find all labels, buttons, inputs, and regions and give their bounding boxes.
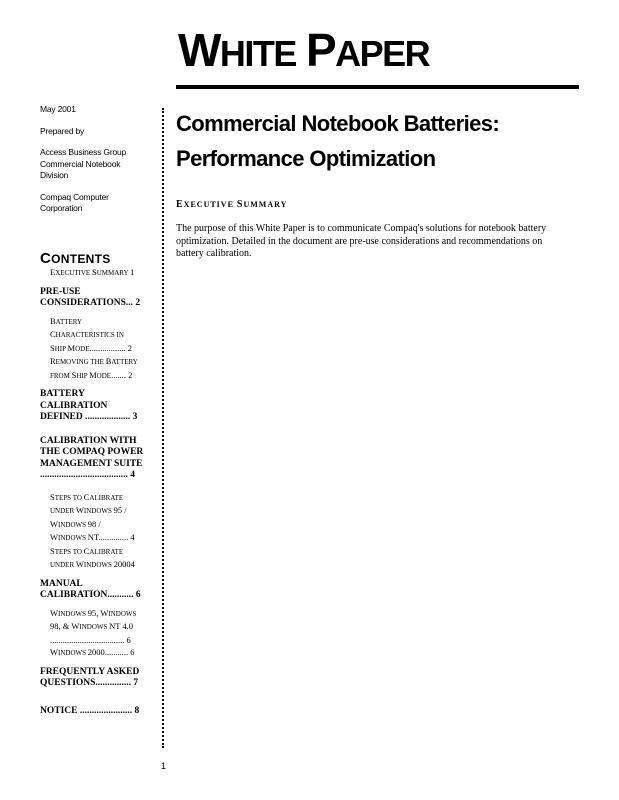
header-rule [176,85,579,89]
toc-text: TEPS TO [54,493,84,502]
author-group-line: Commercial Notebook [40,158,121,169]
toc-text: INDOWS [83,561,114,569]
toc-text: UNDER [50,507,76,515]
sidebar-meta [40,104,154,225]
contents-heading-cap: C [40,250,52,267]
toc-entry-pre-use[interactable]: PRE-USE CONSIDERATIONS... 2 [40,286,141,308]
toc-text: ATTERY [111,358,138,366]
toc-text: ALIBRATE [89,493,124,502]
toc-text: NT 4.0 [109,621,134,631]
toc-entry-calibration-suite[interactable]: CALIBRATION WITH THE COMPAQ POWER MANAGEMENT SUITE ..................................... 4 [40,435,144,480]
toc-text: INDOWS [58,609,88,618]
toc-text: ODE [75,344,90,353]
toc-text: UNDER [50,561,76,569]
document-title-line: Performance Optimization [176,146,436,171]
toc-text: C [83,491,90,502]
toc-text: EMOVING THE [55,358,106,366]
toc-text: 2000 [113,559,131,569]
toc-text: R [50,356,56,366]
author-company-line: Compaq Computer [40,191,109,202]
toc-text: E [50,267,56,277]
toc-entry-executive-summary[interactable] [40,266,155,280]
toc-text: HIP [54,344,68,353]
toc-text: INDOWS [58,534,88,542]
toc-text: INDOWS [58,649,88,657]
white-paper-header [178,24,430,76]
header-hite: HITE [219,33,296,74]
toc-text: W [71,621,80,631]
table-of-contents [40,266,155,717]
toc-text: S [50,491,55,502]
toc-text: B [105,356,112,366]
toc-text: S [91,267,97,277]
toc-entry-notice[interactable]: NOTICE ...................... 8 [40,705,140,716]
toc-page: ........... 6 [104,647,135,657]
toc-entry-steps-win95[interactable] [40,491,155,545]
toc-entry-battery-calibration-defined[interactable]: BATTERY CALIBRATION DEFINED ................... 3 [40,389,138,422]
toc-text: HARACTERISTICS IN [55,331,124,339]
toc-page: 1 [130,267,135,277]
document-title-line: Commercial Notebook Batteries: [176,111,500,136]
author-company [40,192,154,215]
sidebar-divider [162,108,164,748]
toc-text: W [75,559,84,569]
toc-text: INDOWS [108,609,137,618]
toc-text: S [50,545,55,556]
section-heading-cap: E [176,199,184,210]
toc-entry-win95-98-nt[interactable] [40,607,155,647]
contents-heading-rest: ONTENTS [51,252,111,266]
toc-text: 95 / [113,505,127,515]
publish-date: May 2001 [40,104,76,114]
toc-text: C [83,545,90,556]
prepared-by-label: Prepared by [40,125,85,136]
toc-entry-removing-battery[interactable] [40,355,155,382]
toc-text: C [50,329,56,339]
header-w: W [178,24,220,76]
toc-text: W [50,518,59,529]
author-group-line: Access Business Group [40,147,127,157]
toc-text: TEPS TO [54,547,84,556]
toc-text: 98, & [50,621,72,631]
toc-entry-battery-characteristics[interactable] [40,315,155,356]
toc-text: INDOWS [79,623,110,631]
toc-text: W [100,607,109,618]
toc-text: W [50,607,59,618]
toc-page: ................. 2 [89,342,132,353]
author-group-line: Division [40,170,69,180]
toc-text: M [89,369,97,380]
toc-text: FROM [50,371,72,380]
toc-page: ................................... 6 [50,634,131,645]
page-number: 1 [161,761,167,771]
toc-text: XECUTIVE [55,269,92,277]
toc-text: S [71,369,77,380]
toc-text: 98 / [87,518,101,529]
toc-entry-faq[interactable]: FREQUENTLY ASKED QUESTIONS............... 7 [40,666,140,688]
toc-page: ....... 2 [111,369,133,380]
toc-page: .............. 4 [98,532,135,542]
toc-text: W [50,647,59,657]
header-p: P [305,24,336,76]
toc-text: HIP [76,371,90,380]
toc-text: M [67,342,76,353]
toc-entry-steps-win2000[interactable] [40,545,155,572]
author-group [40,147,154,182]
toc-text: W [50,532,59,542]
toc-text: 95, [87,607,101,618]
toc-text: ALIBRATE [89,547,124,556]
author-company-line: Corporation [40,203,83,213]
toc-entry-win2000[interactable] [40,646,155,660]
document-title [176,106,576,176]
section-heading-rest: XECUTIVE [183,200,237,209]
toc-text: 2000 [87,647,105,657]
toc-text: INDOWS [58,520,88,529]
toc-text: W [75,505,84,515]
header-aper: APER [335,33,430,74]
section-heading-cap: S [236,199,244,210]
toc-text: INDOWS [83,507,114,515]
toc-text: ODE [96,371,112,380]
toc-text: S [50,342,55,353]
toc-text: ATTERY [55,317,83,326]
section-heading-executive-summary [176,199,287,210]
toc-text: B [50,315,56,326]
toc-page: 4 [130,559,135,569]
toc-text: UMMARY [96,269,131,277]
toc-text: NT [87,532,99,542]
toc-entry-manual-calibration[interactable]: MANUAL CALIBRATION........... 6 [40,578,141,600]
executive-summary-paragraph: The purpose of this White Paper is to communicate Compaq's solutions for notebook battery optimization. Detailed in the document are pre-use considerations and recommendations on battery calibration. [176,223,547,259]
contents-heading [40,250,111,267]
section-heading-rest: UMMARY [243,200,288,209]
